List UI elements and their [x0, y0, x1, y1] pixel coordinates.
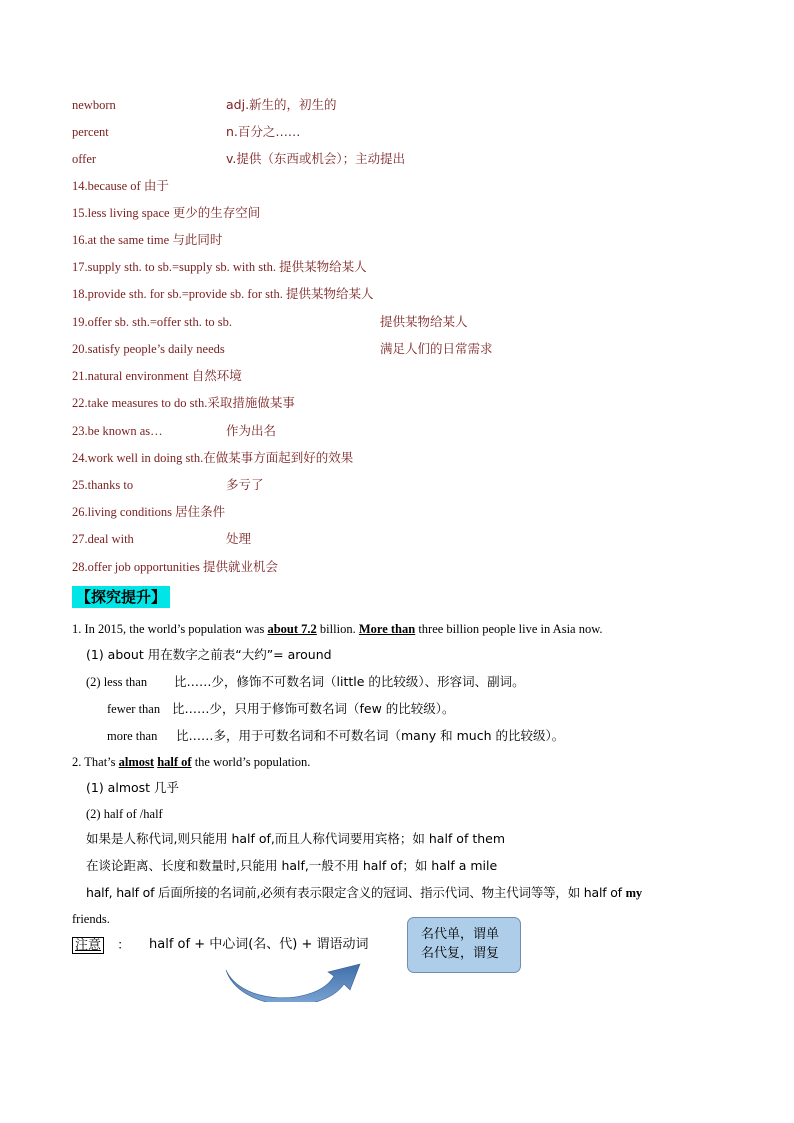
sentence-text: three billion people live in Asia now.	[415, 622, 603, 636]
usage-note: (2) half of /half	[86, 807, 163, 821]
callout-line: 名代复，谓复	[421, 946, 500, 961]
phrase-item	[72, 232, 222, 248]
phrase-item	[72, 314, 232, 330]
phrase-en: 14.because of	[72, 179, 144, 193]
phrase-zh: 处理	[226, 531, 252, 546]
vocab-word: newborn	[72, 98, 116, 112]
phrase-en: 27.deal with	[72, 532, 134, 546]
usage-note	[86, 674, 147, 690]
usage-explanation	[86, 885, 642, 901]
note-label: 注意	[72, 937, 104, 954]
phrase-zh: 由于	[143, 178, 169, 193]
vocab-row	[72, 97, 116, 113]
phrase-item	[72, 368, 242, 384]
phrase-zh: 在做某事方面起到好的效果	[203, 450, 354, 465]
term: fewer than	[107, 702, 161, 716]
phrase-item	[72, 178, 169, 194]
phrase-en: 16.at the same time	[72, 233, 173, 247]
phrase-zh: 满足人们的日常需求	[380, 341, 493, 356]
usage-note: (1) about 用在数字之前表“大约”= around	[86, 647, 332, 662]
vocab-meaning: adj.新生的，初生的	[226, 97, 337, 112]
curved-arrow-icon	[222, 958, 372, 1002]
phrase-en: 18.provide sth. for sb.=provide sb. for sth.	[72, 287, 286, 301]
example-sentence-1	[72, 621, 603, 637]
phrase-zh: 提供某物给某人	[279, 259, 367, 274]
highlight-phrase: about 7.2	[267, 622, 317, 636]
phrase-zh: 更少的生存空间	[172, 205, 261, 220]
vocab-word: percent	[72, 125, 109, 139]
example-sentence-2	[72, 754, 310, 770]
phrase-item	[72, 259, 367, 275]
agreement-callout	[407, 917, 521, 973]
phrase-item	[72, 450, 353, 466]
phrase-item	[72, 504, 225, 520]
phrase-en: 25.thanks to	[72, 478, 134, 492]
term: more than	[107, 729, 158, 743]
phrase-item	[72, 559, 278, 575]
sentence-text: 1. In 2015, the world’s population was	[72, 622, 268, 636]
usage-explanation: 比……多，用于可数名词和不可数名词（many 和 much 的比较级）。	[176, 728, 565, 743]
phrase-item	[72, 395, 295, 411]
phrase-en: 19.offer sb. sth.=offer sth. to sb.	[72, 315, 233, 329]
phrase-en: 23.be known as…	[72, 424, 163, 438]
phrase-zh: 作为出名	[226, 423, 277, 438]
phrase-item	[72, 341, 225, 357]
highlight-phrase: More than	[358, 622, 416, 636]
note-colon: ：	[117, 937, 130, 952]
usage-explanation: 在谈论距离、长度和数量时,只能用 half,一般不用 half of；如 half a mile	[86, 858, 498, 873]
vocab-meaning: v.提供（东西或机会）；主动提出	[226, 151, 406, 166]
phrase-en: 24.work well in doing sth.	[72, 451, 204, 465]
usage-explanation: 比……少，只用于修饰可数名词（few 的比较级）。	[172, 701, 455, 716]
term: (2) less than	[86, 675, 148, 689]
phrase-zh: 提供某物给某人	[285, 286, 374, 301]
usage-note: (1) almost 几乎	[86, 780, 180, 795]
emphasis-word: my	[625, 886, 642, 900]
usage-explanation-cont: friends.	[72, 912, 110, 926]
phrase-zh: 自然环境	[191, 368, 242, 383]
phrase-zh: 提供某物给某人	[380, 314, 468, 329]
explanation-text: half, half of 后面所接的名词前,必须有表示限定含义的冠词、指示代词、物主代词等等，如 half of	[86, 885, 626, 900]
callout-line: 名代单，谓单	[421, 927, 500, 942]
sentence-text: 2. That’s	[72, 755, 119, 769]
phrase-item	[72, 286, 374, 302]
vocab-row	[72, 151, 96, 167]
phrase-zh: 居住条件	[175, 504, 226, 519]
vocab-meaning: n.百分之……	[226, 124, 301, 139]
usage-note	[107, 728, 157, 744]
phrase-zh: 多亏了	[226, 477, 264, 492]
phrase-zh: 采取措施做某事	[207, 395, 295, 410]
phrase-item	[72, 531, 134, 547]
section-title: 【探究提升】	[72, 586, 170, 608]
vocab-word: offer	[72, 152, 97, 166]
phrase-zh: 提供就业机会	[203, 559, 279, 574]
sentence-text: billion.	[316, 622, 359, 636]
phrase-item	[72, 423, 163, 439]
phrase-item	[72, 477, 133, 493]
usage-note	[107, 701, 160, 717]
phrase-en: 20.satisfy people’s daily needs	[72, 342, 225, 356]
vocab-row	[72, 124, 109, 140]
highlight-phrase: half of	[157, 755, 192, 769]
phrase-en: 28.offer job opportunities	[72, 560, 203, 574]
phrase-zh: 与此同时	[172, 232, 223, 247]
sentence-text: the world’s population.	[191, 755, 311, 769]
usage-explanation: 比……少，修饰不可数名词（little 的比较级）、形容词、副词。	[174, 674, 525, 689]
phrase-en: 17.supply sth. to sb.=supply sb. with sth.	[72, 260, 280, 274]
phrase-item	[72, 205, 260, 221]
usage-explanation: 如果是人称代词,则只能用 half of,而且人称代词要用宾格；如 half of them	[86, 831, 506, 846]
phrase-en: 22.take measures to do sth.	[72, 396, 208, 410]
note-row	[72, 937, 130, 954]
highlight-phrase: almost	[118, 755, 155, 769]
phrase-en: 15.less living space	[72, 206, 173, 220]
phrase-en: 21.natural environment	[72, 369, 192, 383]
phrase-en: 26.living conditions	[72, 505, 176, 519]
note-formula: half of + 中心词(名、代) + 谓语动词	[149, 937, 369, 952]
